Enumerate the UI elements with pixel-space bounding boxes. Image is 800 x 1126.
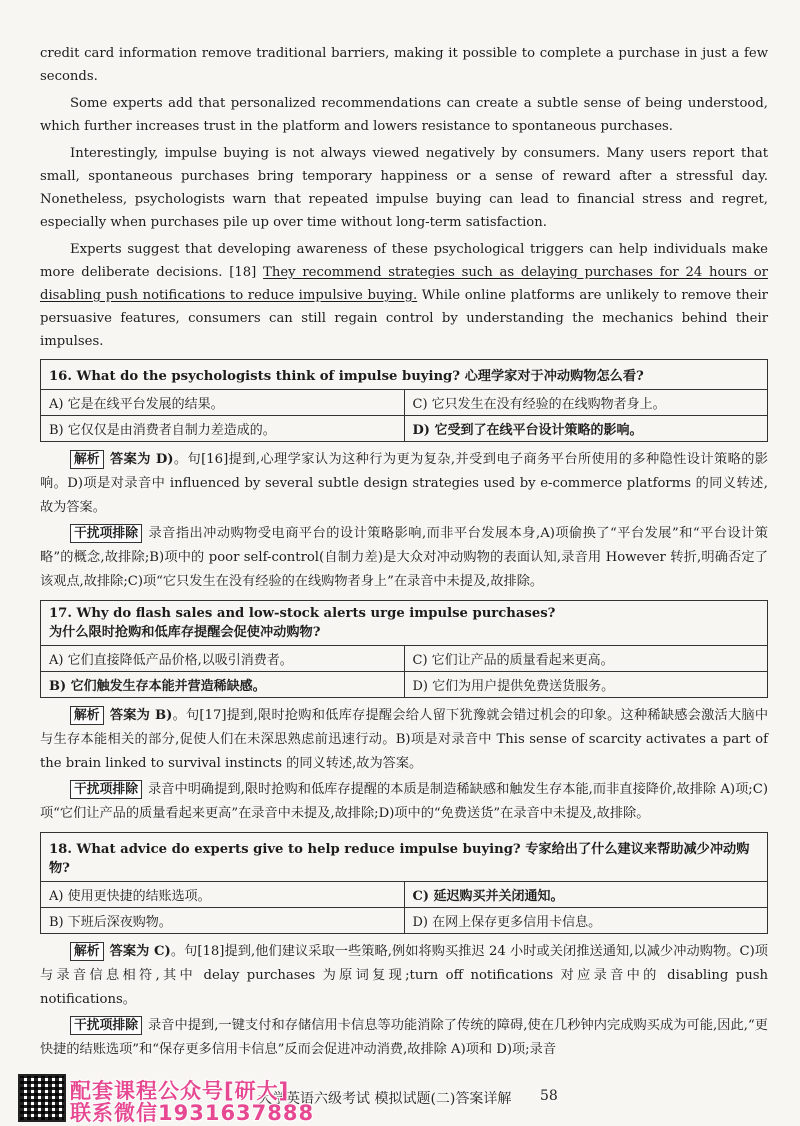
qr-code-icon: [18, 1074, 66, 1122]
analysis-tag: 解析: [70, 942, 104, 961]
distractor-paragraph: [40, 522, 768, 594]
distractor-text: 录音指出冲动购物受电商平台的设计策略影响,而非平台发展本身,A)项偷换了“平台发展”和“平台设计策略”的概念,故排除;B)项中的 poor self-control(自制力差)是大众对冲动购物的表面认知,录音用 However 转折,明确否定了该观点,故排除;C)项“它只发生在没有经验的在线购物者身上”在录音中未提及,故排除。: [40, 526, 768, 589]
question-stem: 16. What do the psychologists think of impulse buying? 心理学家对于冲动购物怎么看?: [41, 360, 768, 390]
option-d: D) 在网上保存更多信用卡信息。: [404, 908, 768, 934]
option-b: B) 下班后深夜购物。: [41, 908, 405, 934]
distractor-paragraph: [40, 778, 768, 826]
analysis-text: 。句[18]提到,他们建议采取一些策略,例如将购买推迟 24 小时或关闭推送通知,以减少冲动购物。C)项与录音信息相符,其中 delay purchases 为原词复现;turn off notifications 对应录音中的 disabling push notifications。: [40, 944, 768, 1007]
question-stem: 18. What advice do experts give to help reduce impulse buying? 专家给出了什么建议来帮助减少冲动购物?: [41, 833, 768, 882]
option-d-correct: D) 它受到了在线平台设计策略的影响。: [404, 416, 768, 442]
question-stem-en: 17. Why do flash sales and low-stock alerts urge impulse purchases?: [49, 606, 556, 621]
question-18-table: [40, 832, 768, 934]
distractor-text: 录音中明确提到,限时抢购和低库存提醒的本质是制造稀缺感和触发生存本能,而非直接降价,故排除 A)项;C)项“它们让产品的质量看起来更高”在录音中未提及,故排除;D)项中的“免费送货”在录音中未提及,故排除。: [40, 782, 768, 821]
analysis-paragraph: [40, 448, 768, 520]
passage-paragraph: [40, 238, 768, 353]
option-b: B) 它仅仅是由消费者自制力差造成的。: [41, 416, 405, 442]
distractor-tag: 干扰项排除: [70, 780, 142, 799]
passage-paragraph: Some experts add that personalized recommendations can create a subtle sense of being understood, which further increases trust in the platform and lowers resistance to spontaneous purchases.: [40, 96, 768, 134]
option-a: A) 使用更快捷的结账选项。: [41, 882, 405, 908]
analysis-tag: 解析: [70, 450, 104, 469]
answer-label: 答案为 B): [109, 708, 173, 723]
watermark-line1: 配套课程公众号[研大]: [70, 1079, 290, 1103]
analysis-text: 。句[17]提到,限时抢购和低库存提醒会给人留下犹豫就会错过机会的印象。这种稀缺感会激活大脑中与生存本能相关的部分,促使人们在未深思熟虑前迅速行动。B)项是对录音中 This sense of scarcity activates a part of the brain linked to survival instincts 的同义转述,故为答案。: [40, 708, 769, 771]
option-d: D) 它们为用户提供免费送货服务。: [404, 672, 768, 698]
distractor-text: 录音中提到,一键支付和存储信用卡信息等功能消除了传统的障碍,使在几秒钟内完成购买成为可能,因此,“更快捷的结账选项”和“保存更多信用卡信息”反而会促进冲动消费,故排除 A)项和 D)项;录音: [40, 1018, 768, 1057]
analysis-paragraph: [40, 940, 768, 1012]
passage-paragraph: credit card information remove traditional barriers, making it possible to complete a purchase in just a few seconds.: [40, 46, 768, 84]
distractor-paragraph: [40, 1014, 768, 1062]
option-c: C) 它们让产品的质量看起来更高。: [404, 646, 768, 672]
distractor-tag: 干扰项排除: [70, 1016, 142, 1035]
question-16-table: [40, 359, 768, 442]
option-a: A) 它们直接降低产品价格,以吸引消费者。: [41, 646, 405, 672]
option-a: A) 它是在线平台发展的结果。: [41, 390, 405, 416]
analysis-text: 。句[16]提到,心理学家认为这种行为更为复杂,并受到电子商务平台所使用的多种隐性设计策略的影响。D)项是对录音中 influenced by several subtle design strategies used by e-commerce platforms 的同义转述,故为答案。: [40, 452, 768, 515]
underlined-sentence-18: They recommend strategies such as delaying purchases for 24 hours or disabling push notifications to reduce impulsive buying.: [40, 265, 768, 303]
passage-text: Experts suggest that developing awareness of these psychological triggers can help individuals make more deliberate decisions. [18]: [40, 242, 768, 280]
analysis-tag: 解析: [70, 706, 104, 725]
answer-label: 答案为 C): [109, 944, 171, 959]
answer-label: 答案为 D): [109, 452, 174, 467]
option-c: C) 它只发生在没有经验的在线购物者身上。: [404, 390, 768, 416]
page-number: 58: [540, 1088, 558, 1104]
question-stem: [41, 601, 768, 646]
option-c-correct: C) 延迟购买并关闭通知。: [404, 882, 768, 908]
page-content: [40, 42, 768, 1062]
watermark-line2: 联系微信1931637888: [70, 1101, 315, 1125]
question-stem-cn: 为什么限时抢购和低库存提醒会促使冲动购物?: [49, 625, 321, 640]
footer-title: 大学英语六级考试 模拟试题(二)答案详解: [258, 1091, 512, 1107]
option-b-correct: B) 它们触发生存本能并营造稀缺感。: [41, 672, 405, 698]
question-17-table: [40, 600, 768, 698]
distractor-tag: 干扰项排除: [70, 524, 142, 543]
analysis-paragraph: [40, 704, 768, 776]
passage-paragraph: Interestingly, impulse buying is not always viewed negatively by consumers. Many users report that small, spontaneous purchases bring temporary happiness or a sense of reward after a stressful day. Nonetheless, psychologists warn that repeated impulse buying can lead to financial stress and regret, especially when purchases pile up over time without long-term satisfaction.: [40, 146, 768, 230]
passage-text: While online platforms are unlikely to remove their persuasive features, consumers can still regain control by understanding the mechanics behind their impulses.: [40, 288, 768, 349]
